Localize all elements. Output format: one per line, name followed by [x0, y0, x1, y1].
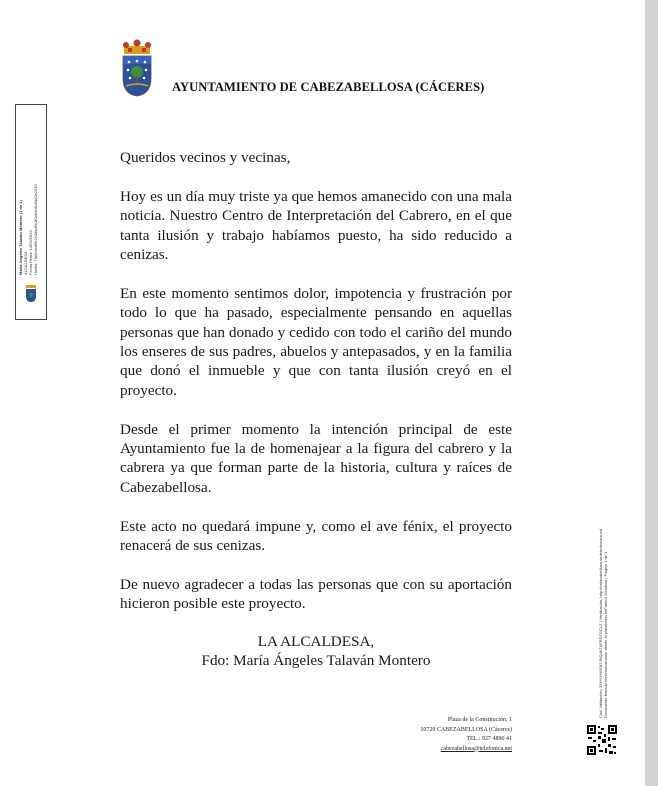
letter-paragraph: De nuevo agradecer a todas las personas que con su aportación hicieron posible este proyecto. [120, 575, 512, 613]
address-line: 10729 CABEZABELLOSA (Cáceres) [420, 726, 512, 733]
signature-stamp [15, 104, 47, 320]
address-block [380, 716, 512, 754]
stamp-line: Huella: 7fa0c4ed6b2c3ddd5e1f0ab4c8b5da3e2210 [33, 184, 38, 275]
viewer-margin [645, 0, 658, 786]
verification-line: Documento firmado electrónicamente desde la plataforma esPublico Gestiona | Página 1 de 1 [603, 551, 608, 718]
letter-paragraph: Este acto no quedará impune y, como el ave fénix, el proyecto renacerá de sus cenizas. [120, 517, 512, 555]
letter-paragraph: En este momento sentimos dolor, impotencia y frustración por todo lo que ha pasado, especialmente pensando en aquellas personas que han donado y cedido con todo el cariño del mundo los enseres de sus padres, abuelos y antepasados, y en la familia que donó el inmueble y que con tanta ilusión creyó en el proyecto. [120, 284, 512, 399]
address-line: cabezabellosa@telefonica.net [440, 745, 512, 752]
address-line: Plaza de la Constitución, 1 [447, 717, 512, 723]
qr-code-icon [586, 724, 618, 756]
signature-role: LA ALCALDESA, [257, 633, 375, 650]
signature-block [120, 632, 512, 671]
verification-text [598, 490, 624, 718]
mini-crest-icon [24, 283, 38, 303]
stamp-line: Maria Ángeles Talaván Montero (1 de 1) [18, 200, 23, 275]
letter-paragraph: Desde el primer momento la intención principal de este Ayuntamiento fue la de homenajear a la figura del cabrero y la cabrera ya que forman parte de la historia, cultura y raíces de Cabezabellosa. [120, 420, 512, 496]
verification-line: Cód. Validación: 3XHY4YAFM7JNQ4KTAFRD7GCLZ | Verificación: http://cabezabellosa.sedelectronica.es/ [598, 528, 603, 718]
letter-body [120, 148, 512, 633]
letter-paragraph: Hoy es un día muy triste ya que hemos amanecido con una mala noticia. Nuestro Centro de Interpretación del Cabrero, en el que tanta ilusión y trabajo habíamos puesto, ha sido reducido a cenizas. [120, 187, 512, 264]
stamp-line: Fecha Firma: 14/02/2019 [28, 230, 33, 275]
signature-name: Fdo: María Ángeles Talaván Montero [201, 652, 431, 670]
municipal-crest-icon [118, 38, 156, 98]
stamp-text [18, 145, 38, 275]
stamp-line: ALCALDESA [23, 251, 28, 275]
address-line: TEL.: 927 4890 41 [466, 736, 512, 742]
page-title: AYUNTAMIENTO DE CABEZABELLOSA (CÁCERES) [172, 80, 485, 94]
letter-greeting: Queridos vecinos y vecinas, [120, 149, 291, 166]
